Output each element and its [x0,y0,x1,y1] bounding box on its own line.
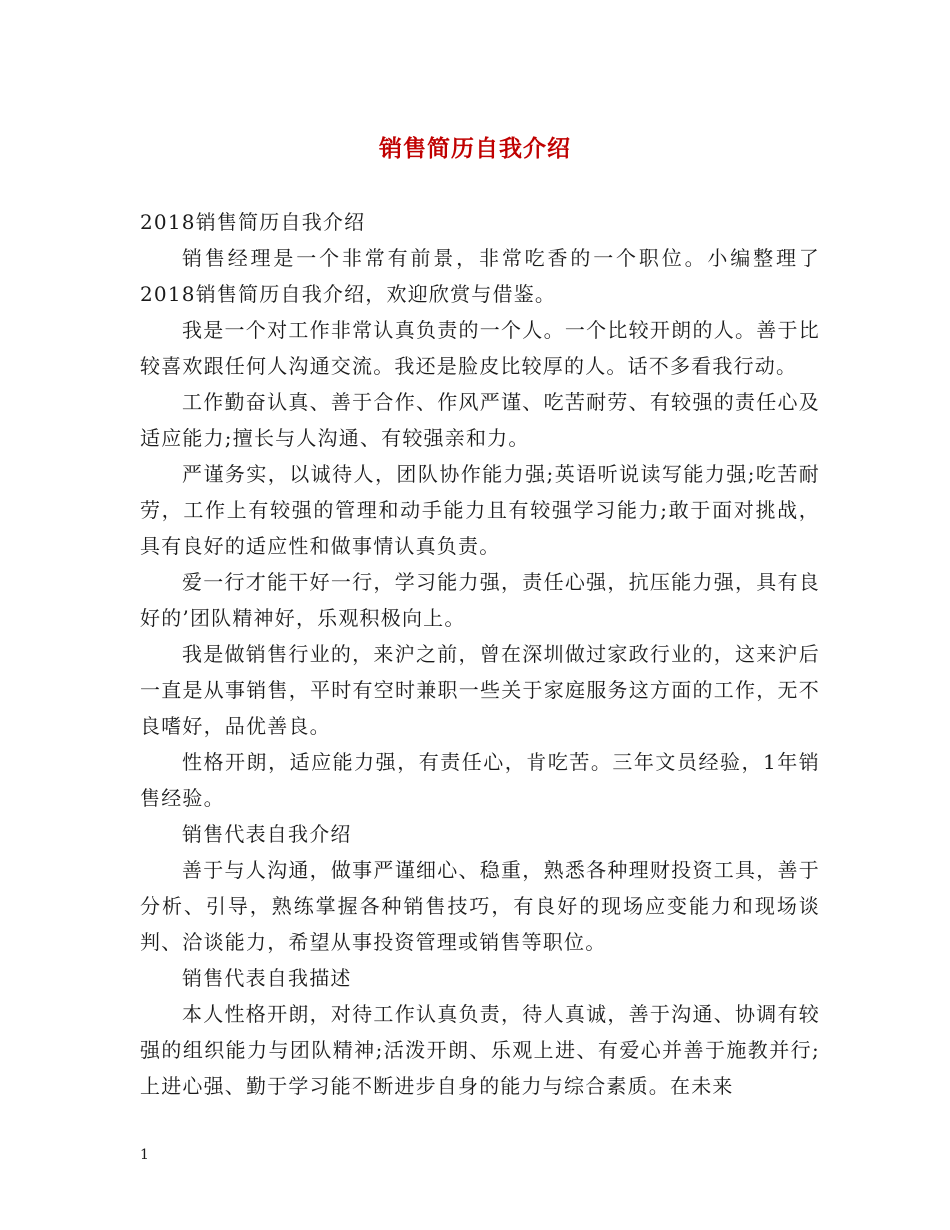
paragraph: 本人性格开朗，对待工作认真负责，待人真诚，善于沟通、协调有较强的组织能力与团队精神;活泼开朗、乐观上进、有爱心并善于施教并行;上进心强、勤于学习能不断进步自身的能力与综合素质。在未来 [140,1002,820,1098]
paragraph: 2018销售简历自我介绍 [140,210,366,234]
paragraph: 严谨务实，以诚待人，团队协作能力强;英语听说读写能力强;吃苦耐劳，工作上有较强的管理和动手能力且有较强学习能力;敢于面对挑战，具有良好的适应性和做事情认真负责。 [140,462,820,558]
page-number: 1 [140,1147,149,1163]
paragraph: 销售经理是一个非常有前景，非常吃香的一个职位。小编整理了2018销售简历自我介绍，欢迎欣赏与借鉴。 [140,246,820,306]
paragraph: 性格开朗，适应能力强，有责任心，肯吃苦。三年文员经验，1年销售经验。 [140,750,820,810]
document-body [140,204,820,1104]
section-heading: 销售代表自我描述 [182,966,352,990]
paragraph: 工作勤奋认真、善于合作、作风严谨、吃苦耐劳、有较强的责任心及适应能力;擅长与人沟通、有较强亲和力。 [140,390,820,450]
paragraph: 爱一行才能干好一行，学习能力强，责任心强，抗压能力强，具有良好的’团队精神好，乐观积极向上。 [140,570,820,630]
document-title: 销售简历自我介绍 [379,135,571,162]
section-heading: 销售代表自我介绍 [182,822,352,846]
paragraph: 我是做销售行业的，来沪之前，曾在深圳做过家政行业的，这来沪后一直是从事销售，平时有空时兼职一些关于家庭服务这方面的工作，无不良嗜好，品优善良。 [140,642,820,738]
paragraph: 我是一个对工作非常认真负责的一个人。一个比较开朗的人。善于比较喜欢跟任何人沟通交流。我还是脸皮比较厚的人。话不多看我行动。 [140,318,820,378]
paragraph: 善于与人沟通，做事严谨细心、稳重，熟悉各种理财投资工具，善于分析、引导，熟练掌握各种销售技巧，有良好的现场应变能力和现场谈判、洽谈能力，希望从事投资管理或销售等职位。 [140,858,820,954]
